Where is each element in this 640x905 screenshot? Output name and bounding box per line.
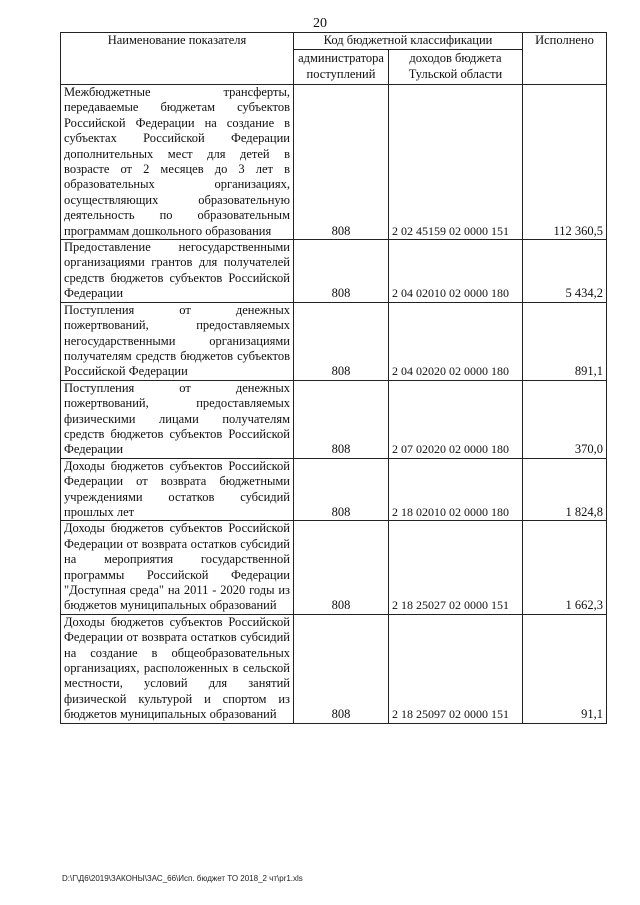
table-row <box>61 85 607 240</box>
row-admin-code: 808 <box>294 240 389 303</box>
row-income-code: 2 18 25097 02 0000 151 <box>389 614 523 723</box>
row-admin-code: 808 <box>294 380 389 458</box>
table-row <box>61 302 607 380</box>
budget-table <box>60 32 607 724</box>
row-executed: 1 662,3 <box>523 521 607 614</box>
table-row <box>61 614 607 723</box>
row-name: Доходы бюджетов субъектов Российской Федерации от возврата остатков субсидий на мероприятия государственной программы Российской Федерации "Доступная среда" на 2011 - 2020 годы из бюджетов муниципальных образований <box>61 521 294 614</box>
table-row <box>61 521 607 614</box>
header-executed: Исполнено <box>523 33 607 85</box>
row-name: Межбюджетные трансферты, передаваемые бюджетам субъектов Российской Федерации на создание в субъектах Российской Федерации дополнительных мест для детей в возрасте от 2 месяцев до 3 лет в образовательных организациях, осуществляющих образовательную деятельность по образовательным программам дошкольного образования <box>61 85 294 240</box>
table-row <box>61 458 607 521</box>
row-executed: 370,0 <box>523 380 607 458</box>
row-admin-code: 808 <box>294 85 389 240</box>
row-admin-code: 808 <box>294 302 389 380</box>
header-income: доходов бюджета Тульской области <box>389 50 523 85</box>
row-income-code: 2 18 02010 02 0000 180 <box>389 458 523 521</box>
row-name: Поступления от денежных пожертвований, предоставляемых негосударственными организациями получателям средств бюджетов субъектов Российской Федерации <box>61 302 294 380</box>
row-name: Доходы бюджетов субъектов Российской Федерации от возврата остатков субсидий на создание в общеобразовательных организациях, расположенных в сельской местности, условий для занятий физической культурой и спортом из бюджетов муниципальных образований <box>61 614 294 723</box>
table-row <box>61 380 607 458</box>
header-name: Наименование показателя <box>61 33 294 85</box>
row-admin-code: 808 <box>294 521 389 614</box>
row-executed: 5 434,2 <box>523 240 607 303</box>
row-executed: 891,1 <box>523 302 607 380</box>
row-income-code: 2 18 25027 02 0000 151 <box>389 521 523 614</box>
row-executed: 91,1 <box>523 614 607 723</box>
table-row <box>61 240 607 303</box>
row-income-code: 2 07 02020 02 0000 180 <box>389 380 523 458</box>
row-income-code: 2 02 45159 02 0000 151 <box>389 85 523 240</box>
page-number: 20 <box>313 16 327 31</box>
row-name: Предоставление негосударственными организациями грантов для получателей средств бюджетов субъектов Российской Федерации <box>61 240 294 303</box>
row-income-code: 2 04 02020 02 0000 180 <box>389 302 523 380</box>
row-admin-code: 808 <box>294 458 389 521</box>
row-name: Доходы бюджетов субъектов Российской Федерации от возврата бюджетными учреждениями остатков субсидий прошлых лет <box>61 458 294 521</box>
row-executed: 1 824,8 <box>523 458 607 521</box>
header-code: Код бюджетной классификации <box>294 33 523 50</box>
row-executed: 112 360,5 <box>523 85 607 240</box>
row-admin-code: 808 <box>294 614 389 723</box>
row-name: Поступления от денежных пожертвований, предоставляемых физическими лицами получателям средств бюджетов субъектов Российской Федерации <box>61 380 294 458</box>
row-income-code: 2 04 02010 02 0000 180 <box>389 240 523 303</box>
file-path-footer: D:\Г\Д6\2019\ЗАКОНЫ\ЗАС_66\Исп. бюджет ТО 2018_2 чт\pr1.xls <box>62 874 303 883</box>
header-admin: администратора поступлений <box>294 50 389 85</box>
